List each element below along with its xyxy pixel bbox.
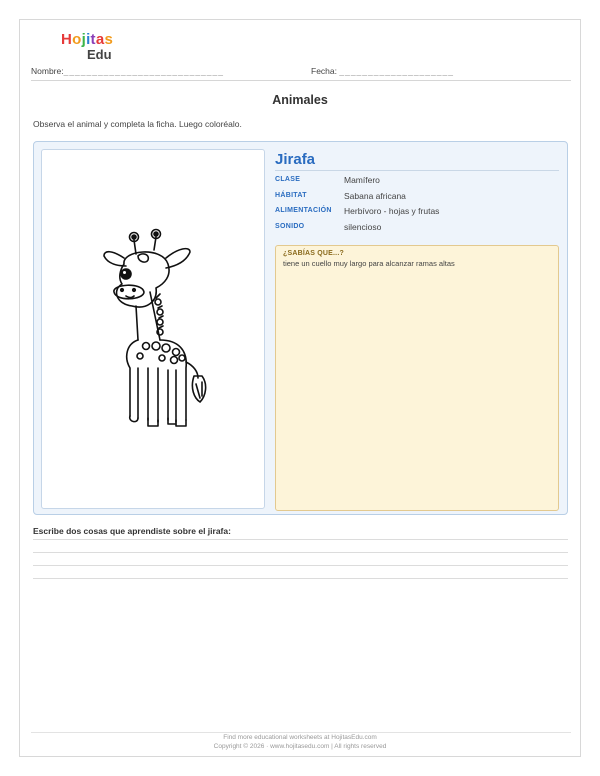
logo-letter: s [104,31,114,48]
name-blank[interactable]: ____________________________ [63,66,224,76]
animal-name: Jirafa [275,151,316,168]
field-value: silencioso [344,221,382,232]
writing-line[interactable] [33,565,568,566]
writing-prompt: Escribe dos cosas que aprendiste sobre el jirafa: [33,526,231,536]
logo-letter: o [72,31,82,48]
footer-copyright: Copyright © 2026 · www.hojitasedu.com | All rights reserved [213,742,387,750]
name-date-row [31,66,571,76]
animal-image-frame [41,149,265,509]
field-row-habitat [275,190,559,206]
field-row-sonido [275,221,559,237]
field-label: SONIDO [275,222,305,230]
header-divider [31,80,571,81]
page-title: Animales [272,93,328,107]
footer-divider [31,732,571,733]
instructions: Observa el animal y completa la ficha. Luego coloréalo. [33,119,242,129]
logo-letter: t [90,31,96,48]
field-label: CLASE [275,176,301,183]
name-label: Nombre: [31,66,64,76]
logo-letter: a [95,31,105,48]
did-you-know-heading: ¿SABÍAS QUE...? [283,250,344,257]
hojitas-edu-logo [61,32,113,62]
writing-line[interactable] [33,552,568,553]
date-label: Fecha: [311,66,337,76]
writing-line[interactable] [33,578,568,579]
name-divider [275,170,559,171]
giraffe-illustration [102,228,222,433]
did-you-know-text: tiene un cuello muy largo para alcanzar ramas altas [283,259,455,268]
logo-letter: i [86,31,91,48]
field-label: ALIMENTACIÓN [275,207,332,214]
animal-card [33,141,568,515]
logo-letter: j [81,31,87,48]
footer-link-text[interactable]: Find more educational worksheets at HojitasEdu.com [223,734,377,741]
field-label: HÁBITAT [275,191,307,199]
field-value: Mamífero [344,175,380,185]
writing-line[interactable] [33,539,568,540]
fact-sheet [275,151,559,236]
footer [20,734,580,751]
field-value: Sabana africana [344,190,406,201]
field-row-clase [275,174,559,190]
field-value: Herbívoro - hojas y frutas [344,206,440,216]
did-you-know-box [275,245,559,511]
worksheet-page [19,19,581,757]
logo-wordmark [61,32,113,48]
date-field [311,66,454,76]
logo-subtitle: Edu [87,47,112,62]
date-blank[interactable]: ____________________ [339,66,454,76]
logo-letter: H [61,31,73,48]
field-row-alimentacion [275,205,559,221]
